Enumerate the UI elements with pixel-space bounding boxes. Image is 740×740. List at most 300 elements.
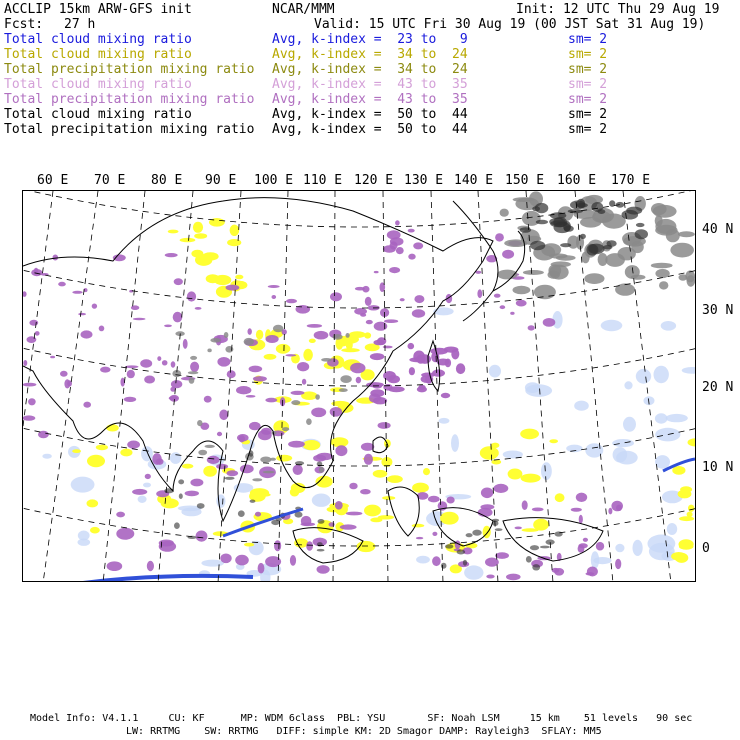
precip-purple-shade	[306, 541, 313, 550]
legend-sm: sm= 2	[568, 47, 608, 62]
cloud-yellow-shade	[687, 512, 693, 518]
cloud-gray-shade	[252, 478, 262, 481]
cloud-dark-shade	[271, 520, 280, 525]
cloud-yellow-shade	[521, 474, 541, 483]
cloud-dark-shade	[317, 549, 325, 552]
precip-purple-shade	[500, 305, 506, 309]
cloud-yellow-shade	[120, 449, 132, 457]
precip-purple-shade	[171, 361, 176, 367]
precip-purple-shade	[408, 254, 415, 260]
cloud-yellow-shade	[491, 443, 499, 448]
precip-purple-shade	[330, 407, 342, 417]
precip-purple-shade	[216, 464, 228, 469]
precip-purple-shade	[543, 318, 556, 327]
lowcloud-shade	[170, 452, 181, 464]
precip-purple-shade	[417, 386, 427, 392]
precip-purple-shade	[316, 453, 333, 460]
precip-purple-shade	[477, 289, 482, 298]
lowcloud-blue-streak	[83, 576, 253, 582]
cloud-gray-shade	[605, 253, 625, 267]
cloud-dark-shade	[197, 503, 205, 509]
precip-purple-shade	[162, 360, 168, 365]
cloud-dark-shade	[532, 564, 540, 570]
cloud-gray-shade	[189, 377, 195, 383]
precip-purple-shade	[414, 295, 424, 303]
lowcloud-shade	[234, 483, 254, 493]
cloud-dark-shade	[636, 223, 645, 227]
precip-purple-shade	[286, 299, 297, 303]
precip-purple-shade	[219, 410, 228, 421]
precip-purple-shade	[35, 331, 40, 336]
precip-purple-shade	[579, 515, 583, 524]
cloud-gray-shade	[282, 427, 289, 431]
precip-purple-shade	[350, 363, 365, 374]
precip-purple-shade	[50, 356, 55, 359]
precip-purple-shade	[355, 287, 365, 291]
lowcloud-shade	[216, 494, 225, 507]
lon-label: 80 E	[151, 173, 183, 188]
legend-field: Total precipitation mixing ratio	[4, 92, 255, 107]
precip-purple-shade	[370, 353, 384, 360]
cloud-yellow-shade	[230, 225, 240, 236]
precip-purple-shade	[285, 354, 296, 356]
precip-purple-shade	[445, 359, 451, 368]
precip-purple-shade	[58, 282, 66, 287]
lowcloud-shade	[433, 307, 453, 315]
legend-field: Total cloud mixing ratio	[4, 107, 192, 122]
precip-purple-shade	[373, 340, 384, 346]
precip-purple-shade	[258, 563, 265, 574]
legend-sm: sm= 2	[568, 32, 608, 47]
precip-purple-shade	[253, 376, 267, 381]
cloud-yellow-shade	[364, 505, 381, 517]
cloud-gray-shade	[188, 371, 199, 374]
precip-purple-shade	[522, 500, 528, 510]
cloud-yellow-shade	[161, 498, 179, 508]
precip-purple-shade	[107, 561, 123, 571]
cloud-yellow-shade	[244, 543, 254, 547]
cloud-yellow-shade	[214, 275, 231, 285]
precip-purple-shade	[421, 373, 435, 378]
precip-purple-shade	[236, 386, 251, 394]
cloud-gray-shade	[224, 332, 229, 338]
parallel-line	[23, 506, 696, 546]
fcst-label: Fcst:	[4, 17, 44, 32]
cloud-yellow-shade	[227, 239, 241, 246]
cloud-gray-shade	[615, 283, 635, 295]
cloud-yellow-shade	[549, 439, 558, 443]
cloud-yellow-shade	[235, 275, 243, 280]
lowcloud-shade	[601, 320, 623, 331]
cloud-yellow-shade	[87, 455, 105, 467]
cloud-yellow-shade	[349, 331, 366, 338]
cloud-yellow-shade	[533, 519, 549, 531]
precip-purple-shade	[510, 312, 514, 315]
precip-purple-shade	[346, 512, 363, 516]
cloud-dark-shade	[495, 528, 503, 531]
precip-purple-shade	[290, 555, 296, 566]
precip-purple-shade	[195, 307, 202, 310]
cloud-dark-shade	[445, 544, 453, 548]
precip-purple-shade	[330, 292, 342, 301]
cloud-dark-shade	[560, 243, 571, 247]
cloud-dark-shade	[598, 209, 606, 214]
precip-purple-shade	[384, 319, 398, 323]
precip-purple-shade	[302, 379, 306, 385]
cloud-yellow-shade	[193, 222, 203, 233]
legend-avg: Avg, k-index = 34 to 24	[272, 47, 468, 62]
lowcloud-shade	[624, 381, 632, 389]
precip-purple-shade	[335, 445, 347, 456]
lon-label: 170 E	[611, 173, 651, 188]
map-svg	[23, 191, 696, 582]
cloud-yellow-shade	[309, 339, 316, 343]
legend-sm: sm= 2	[568, 92, 608, 107]
precip-purple-shade	[116, 512, 125, 518]
precip-purple-shade	[174, 278, 183, 285]
precip-purple-shade	[83, 402, 91, 408]
precip-purple-shade	[571, 508, 582, 512]
cloud-dark-shade	[225, 477, 235, 480]
legend-avg: Avg, k-index = 34 to 24	[272, 62, 468, 77]
precip-purple-shade	[291, 391, 305, 395]
precip-purple-shade	[486, 575, 494, 579]
cloud-gray-shade	[549, 253, 568, 258]
lowcloud-shade	[464, 565, 483, 579]
cloud-yellow-shade	[678, 490, 692, 499]
precip-purple-shade	[495, 233, 504, 241]
precip-purple-shade	[373, 397, 387, 404]
lat-label: 10 N	[702, 460, 734, 475]
cloud-dark-shade	[550, 220, 567, 227]
precip-purple-shade	[478, 508, 493, 517]
lat-label: 0	[702, 541, 710, 556]
precip-purple-shade	[81, 330, 93, 338]
precip-purple-shade	[428, 496, 440, 503]
precip-purple-shade	[187, 291, 196, 301]
cloud-dark-shade	[441, 563, 447, 569]
cloud-gray-shade	[244, 338, 254, 345]
cloud-yellow-shade	[688, 505, 694, 512]
cloud-dark-shade	[536, 220, 548, 225]
precip-purple-shade	[583, 538, 588, 542]
precip-purple-shade	[495, 552, 509, 559]
cloud-gray-shade	[207, 349, 211, 353]
precip-purple-shade	[144, 376, 155, 384]
cloud-yellow-shade	[370, 518, 382, 523]
precip-shading	[23, 191, 696, 582]
legend-field: Total cloud mixing ratio	[4, 32, 192, 47]
legend-sm: sm= 2	[568, 62, 608, 77]
cloud-dark-shade	[466, 533, 473, 537]
precip-purple-shade	[261, 428, 272, 435]
lowcloud-shade	[439, 418, 450, 424]
lowcloud-shade	[78, 531, 90, 541]
lowcloud-shade	[654, 366, 669, 383]
precip-purple-shade	[307, 324, 322, 328]
cloud-yellow-shade	[218, 290, 226, 295]
precip-purple-shade	[456, 363, 465, 374]
cloud-dark-shade	[535, 203, 548, 213]
precip-purple-shade	[266, 335, 279, 343]
precip-purple-shade	[356, 377, 361, 384]
precip-purple-shade	[361, 443, 374, 451]
precip-purple-shade	[430, 348, 448, 355]
lowcloud-shade	[655, 413, 668, 423]
meridian-line	[23, 191, 53, 582]
cloud-dark-shade	[520, 227, 532, 233]
cloud-yellow-shade	[679, 539, 694, 549]
cloud-gray-shade	[339, 388, 348, 392]
precip-purple-shade	[370, 389, 384, 397]
cloud-yellow-shade	[491, 460, 501, 465]
lowcloud-shade	[416, 556, 430, 564]
precip-purple-shade	[395, 220, 400, 225]
precip-purple-shade	[127, 370, 135, 378]
precip-purple-shade	[249, 366, 263, 373]
lowcloud-shade	[71, 477, 95, 493]
cloud-gray-shade	[205, 445, 215, 448]
cloud-gray-shade	[678, 231, 695, 237]
cloud-yellow-shade	[180, 238, 196, 242]
precip-purple-shade	[272, 295, 277, 299]
precip-purple-shade	[227, 370, 236, 378]
cloud-yellow-shade	[387, 475, 403, 483]
precip-purple-shade	[390, 237, 404, 246]
init-time: Init: 12 UTC Thu 29 Aug 19	[516, 2, 720, 17]
precip-purple-shade	[349, 483, 357, 490]
legend-field: Total cloud mixing ratio	[4, 77, 192, 92]
cloud-yellow-shade	[203, 466, 217, 477]
cloud-yellow-shade	[276, 344, 291, 354]
precip-purple-shade	[28, 398, 36, 405]
precip-purple-shade	[554, 568, 564, 576]
precip-purple-shade	[360, 313, 366, 317]
precip-purple-shade	[576, 493, 587, 502]
cloud-yellow-shade	[202, 252, 218, 260]
cloud-yellow-shade	[276, 455, 292, 462]
precip-purple-shade	[72, 291, 82, 294]
lowcloud-shade	[666, 414, 688, 422]
cloud-gray-shade	[523, 270, 544, 275]
lowcloud-shade	[143, 483, 151, 488]
precip-purple-shade	[99, 326, 105, 332]
lowcloud-shade	[648, 535, 676, 553]
lowcloud-shade	[633, 540, 643, 556]
precip-purple-shade	[383, 346, 393, 349]
lowcloud-shade	[489, 365, 501, 378]
lowcloud-shade	[451, 434, 459, 452]
cloud-dark-shade	[318, 519, 325, 524]
cloud-yellow-shade	[96, 445, 108, 451]
lon-label: 150 E	[505, 173, 545, 188]
precip-purple-shade	[268, 285, 280, 288]
legend-avg: Avg, k-index = 50 to 44	[272, 107, 468, 122]
cloud-gray-shade	[319, 467, 324, 473]
cloud-yellow-shade	[294, 538, 308, 548]
precip-purple-shade	[528, 325, 535, 330]
precip-purple-shade	[145, 474, 151, 479]
cloud-gray-shade	[197, 420, 202, 426]
precip-purple-shade	[78, 313, 86, 315]
lon-label: 100 E	[254, 173, 294, 188]
precip-purple-shade	[288, 441, 305, 448]
precip-purple-shade	[516, 300, 527, 307]
cloud-gray-shade	[273, 325, 284, 333]
legend-field: Total cloud mixing ratio	[4, 47, 192, 62]
legend-avg: Avg, k-index = 23 to 9	[272, 32, 468, 47]
legend-sm: sm= 2	[568, 122, 608, 137]
cloud-dark-shade	[588, 244, 604, 255]
lowcloud-shade	[138, 496, 147, 503]
precip-purple-shade	[408, 229, 415, 233]
precip-purple-shade	[239, 435, 245, 442]
precip-purple-shade	[173, 312, 183, 323]
cloud-yellow-shade	[194, 233, 207, 239]
cloud-yellow-shade	[480, 446, 499, 459]
lowcloud-shade	[541, 462, 552, 480]
precip-purple-shade	[340, 524, 357, 529]
cloud-yellow-shade	[679, 516, 694, 521]
precip-purple-shade	[329, 522, 335, 527]
cloud-yellow-shade	[264, 354, 277, 360]
legend-sm: sm= 2	[568, 107, 608, 122]
precip-purple-shade	[152, 453, 161, 465]
cloud-gray-shade	[548, 264, 561, 276]
precip-purple-shade	[432, 532, 437, 536]
precip-purple-shade	[157, 356, 161, 361]
precip-purple-shade	[127, 441, 140, 449]
cloud-gray-shade	[655, 269, 669, 278]
precip-purple-shade	[113, 254, 126, 261]
cloud-gray-shade	[651, 263, 673, 269]
cloud-gray-shade	[198, 450, 207, 456]
cloud-dark-shade	[250, 500, 256, 503]
cloud-gray-shade	[580, 217, 601, 228]
precip-purple-shade	[364, 454, 373, 465]
lowcloud-shade	[636, 369, 651, 384]
precip-purple-shade	[240, 465, 254, 474]
meridian-line	[478, 191, 498, 582]
precip-purple-shade	[365, 297, 372, 306]
cloud-gray-shade	[631, 275, 646, 280]
fcst-value: 27 h	[64, 17, 96, 32]
cloud-dark-shade	[472, 530, 481, 536]
precip-purple-shade	[207, 456, 220, 464]
precip-purple-shade	[532, 508, 544, 512]
lon-label: 60 E	[37, 173, 69, 188]
precip-purple-shade	[419, 354, 431, 364]
precip-purple-shade	[60, 371, 68, 377]
precip-purple-shade	[116, 528, 134, 540]
precip-purple-shade	[374, 322, 388, 331]
cloud-gray-shade	[291, 400, 300, 405]
legend-field: Total precipitation mixing ratio	[4, 122, 255, 137]
cloud-gray-shade	[500, 209, 509, 217]
precip-purple-shade	[360, 489, 371, 494]
precip-purple-shade	[611, 501, 623, 512]
lat-label: 20 N	[702, 380, 734, 395]
precip-purple-shade	[388, 386, 405, 392]
cloud-yellow-shade	[555, 493, 565, 502]
precip-purple-shade	[226, 285, 240, 291]
lowcloud-shade	[655, 455, 670, 469]
precip-purple-shade	[447, 497, 455, 504]
cloud-gray-shade	[260, 457, 271, 463]
precip-purple-shade	[147, 561, 154, 571]
precip-purple-shade	[255, 512, 261, 517]
precip-purple-shade	[296, 305, 311, 314]
precip-purple-shade	[164, 325, 172, 328]
lowcloud-shade	[141, 446, 153, 461]
org-label: NCAR/MMM	[272, 2, 335, 17]
precip-purple-shade	[132, 489, 147, 495]
precip-purple-shade	[23, 360, 27, 366]
lon-label: 90 E	[205, 173, 237, 188]
cloud-dark-shade	[530, 545, 539, 550]
meridian-line	[43, 191, 98, 582]
cloud-dark-shade	[576, 203, 588, 208]
precip-purple-shade	[335, 501, 343, 510]
lowcloud-shade	[615, 544, 624, 553]
precip-purple-shade	[23, 415, 35, 420]
precip-purple-shade	[190, 362, 199, 372]
precip-purple-shade	[409, 367, 415, 375]
coastline	[503, 518, 603, 561]
legend-field: Total precipitation mixing ratio	[4, 62, 255, 77]
lowcloud-shade	[655, 428, 680, 442]
legend-avg: Avg, k-index = 43 to 35	[272, 77, 468, 92]
precip-purple-shade	[23, 291, 27, 297]
precip-purple-shade	[413, 242, 423, 249]
cloud-yellow-shade	[303, 349, 313, 361]
cloud-dark-shade	[580, 234, 586, 239]
cloud-dark-shade	[526, 556, 532, 563]
lowcloud-shade	[623, 417, 636, 432]
cloud-yellow-shade	[671, 552, 686, 561]
legend-avg: Avg, k-index = 43 to 35	[272, 92, 468, 107]
lowcloud-shade	[312, 494, 331, 507]
cloud-yellow-shade	[346, 339, 353, 350]
cloud-yellow-shade	[168, 230, 179, 234]
cloud-dark-shade	[635, 229, 648, 239]
precip-purple-shade	[432, 556, 441, 566]
cloud-dark-shade	[238, 510, 245, 517]
cloud-yellow-shade	[291, 483, 306, 493]
cloud-yellow-shade	[520, 429, 539, 440]
cloud-gray-shade	[659, 281, 668, 289]
cloud-dark-shade	[178, 479, 184, 484]
cloud-yellow-shade	[182, 464, 194, 469]
cloud-gray-shade	[321, 358, 332, 362]
lowcloud-shade	[591, 551, 599, 568]
precip-purple-shade	[293, 465, 303, 475]
meridian-line	[218, 191, 241, 582]
precip-purple-shade	[481, 488, 493, 499]
precip-purple-shade	[235, 555, 249, 566]
cloud-gray-shade	[653, 205, 677, 218]
precip-purple-shade	[502, 250, 514, 259]
precip-purple-shade	[92, 304, 97, 309]
lowcloud-shade	[612, 439, 634, 447]
valid-time: Valid: 15 UTC Fri 30 Aug 19 (00 JST Sat 31 Aug 19)	[314, 17, 706, 32]
precip-purple-shade	[140, 359, 152, 367]
precip-purple-shade	[615, 559, 621, 569]
precip-purple-shade	[400, 298, 405, 301]
cloud-gray-shade	[263, 471, 275, 474]
precip-purple-shade	[596, 542, 604, 551]
cloud-dark-shade	[609, 200, 615, 207]
